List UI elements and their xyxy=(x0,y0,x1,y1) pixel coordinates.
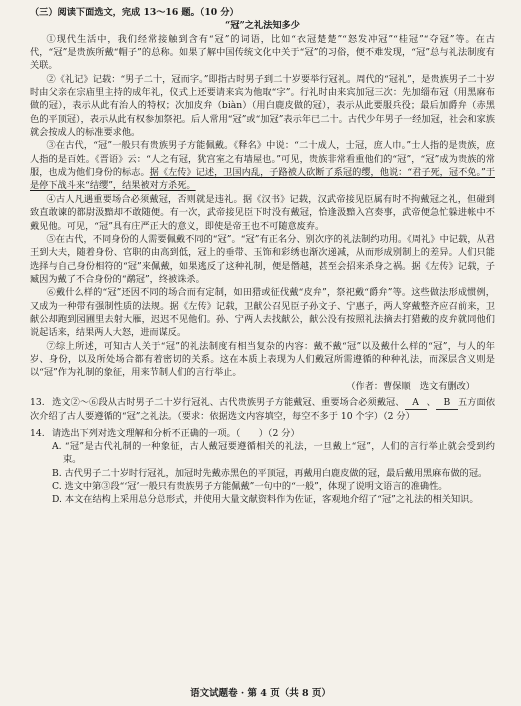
answer-blank-b[interactable]: B xyxy=(436,396,458,410)
question-13 xyxy=(30,396,495,424)
paragraph-6: ⑥戴什么样的“冠”还因不同的场合而有定制，如田猎或征伐戴“皮弁”，祭祀戴“爵弁”等。这些做法形成惯例，又成为一种带有强制性质的法规。据《左传》记载，卫献公召见臣子孙文子、宁惠子，两人穿戴整齐应召前来，卫献公却跑到园圃里去射大雁，迟迟不见他们。孙、宁两人去找献公，献公没有按照礼法摘去打猎戴的皮弁就同他们说起话来，结果两人大怒，进而谋反。 xyxy=(30,287,495,339)
question-14 xyxy=(30,427,495,440)
paragraph-7: ⑦综上所述，可知古人关于“冠”的礼法制度有相当复杂的内容：戴不戴“冠”以及戴什么样的“冠”，与人的年岁、身份，以及所处场合都有着密切的关系。这在本质上表现为人们戴冠所需遵循的种种礼法，而深层含义则是以“冠”作为礼制的象征，用来节制人们的言行举止。 xyxy=(30,340,495,379)
section-heading: （三）阅读下面选文，完成 13～16 题。（10 分） xyxy=(30,7,239,18)
paragraph-5: ⑤在古代，不同身份的人需要佩戴不同的“冠”。“冠”有正名分、别次序的礼法制约功用。《周礼》中记载，从君王到大夫，随着身份、官职的由高到低，冠上的垂带、玉饰和彩绣也渐次递减，从而形成别制上的差异。人们只能选择与自己身份相符的“冠”来佩戴，如果逃反了这种礼制，便是僭越，甚至会招来杀身之祸。据《左传》记载，子臧因为戴了不合身份的“鹬冠”，终被诛杀。 xyxy=(30,233,495,285)
option-c: C. 选文中第③段“‘冠’一般只有贵族男子方能佩戴”一句中的“一般”，体现了说明文语言的准确性。 xyxy=(52,481,448,493)
answer-blank-a[interactable]: A xyxy=(405,396,427,410)
article-title: “冠”之礼法知多少 xyxy=(225,20,300,32)
question-14-number: 14. xyxy=(30,427,45,439)
option-a: A. “冠”是古代礼制的一种象征，古人戴冠要遵循相关的礼法，一旦戴上“冠”，人们的言行举止就会受到约束。 xyxy=(52,441,495,466)
author-credit: （作者：曹保顺 选文有删改） xyxy=(346,380,475,392)
paragraph-3-underlined-text: 据《左传》记述，卫国内乱，子路被人砍断了系冠的缨，他说：“君子死，冠不免。”于是停下战斗来“结缨”，结果被对方杀死。 xyxy=(30,167,496,192)
question-13-text: 选文②～⑥段从古时男子二十岁行冠礼、古代贵族男子方能戴冠、重要场合必须戴冠、 xyxy=(52,396,405,408)
paragraph-4: ④古人凡遇重要场合必须戴冠，否则就是违礼。据《汉书》记载，汉武帝接见臣属有时不拘戴冠之礼，但碰到致直敢谏的都尉汲黯却不敢随便。有一次，武帝接见臣下时没有戴冠，恰逢汲黯入宫奏事，武帝便急忙躲进帐中不戴见他。可见，“冠”具有庄严正大的意义，即使是帝王也不可随意废弃。 xyxy=(30,193,495,232)
option-d: D. 本文在结构上采用总分总形式，并使用大量文献资料作为佐证，客观地介绍了“冠”之礼法的相关知识。 xyxy=(52,494,479,506)
question-14-stem: 请选出下列对选文理解和分析不正确的一项。（ ）（2 分） xyxy=(52,427,300,439)
paragraph-3 xyxy=(30,139,495,192)
page-footer: 语文试题卷 · 第 4 页（共 8 页） xyxy=(190,687,331,699)
paragraph-1: ①现代生活中，我们经常接触到含有“冠”的词语，比如“衣冠楚楚”“怒发冲冠”“桂冠”“夺冠”等。在古代，“冠”是贵族所戴“帽子”的总称。如果了解中国传统文化中关于“冠”的习俗，便不难发现，“冠”总与礼法制度有关联。 xyxy=(30,33,495,72)
blank-separator: 、 xyxy=(426,396,436,408)
question-13-text-tail: 五方面依次介绍了古人要遵循的“冠”之礼法。（要求：依据选文内容填空，每空不多于 10 个字）（2 分） xyxy=(30,396,496,423)
question-13-number: 13. xyxy=(30,396,45,408)
paragraph-3-text: ③在古代，“冠”一般只有贵族男子方能佩戴。《释名》中说：“二十成人，士冠，庶人巾。”士人指的是贵族，庶人指的是百姓。《晋语》云：“人之有冠，犹宫室之有墙屋也。”可见，贵族非常看重他们的“冠”，“冠”成为贵族的常服，也成为他们身份的标志。 xyxy=(30,140,495,179)
option-b: B. 古代男子二十岁时行冠礼，加冠时先戴赤黑色的平顶冠，再戴用白鹿皮做的冠，最后戴用黑麻布做的冠。 xyxy=(52,467,488,479)
paragraph-2: ②《礼记》记载：“男子二十，冠而字。”即指古时男子到二十岁要举行冠礼。周代的“冠礼”，是贵族男子二十岁时由父亲在宗庙里主持的成年礼，仪式上还要请来宾为他取“字”。行礼时由来宾加冠三次：先加缁布冠（用黑麻布做的冠），表示从此有治人的特权；次加皮弁（biàn）（用白鹿皮做的冠），表示从此要服兵役；最后加爵弁（赤黑色的平顶冠），表示从此有权参加祭祀。后人常用“冠”或“加冠”表示年已二十。古代少年男子一经加冠，社会和家族就会按成人的标准要求他。 xyxy=(30,73,495,139)
